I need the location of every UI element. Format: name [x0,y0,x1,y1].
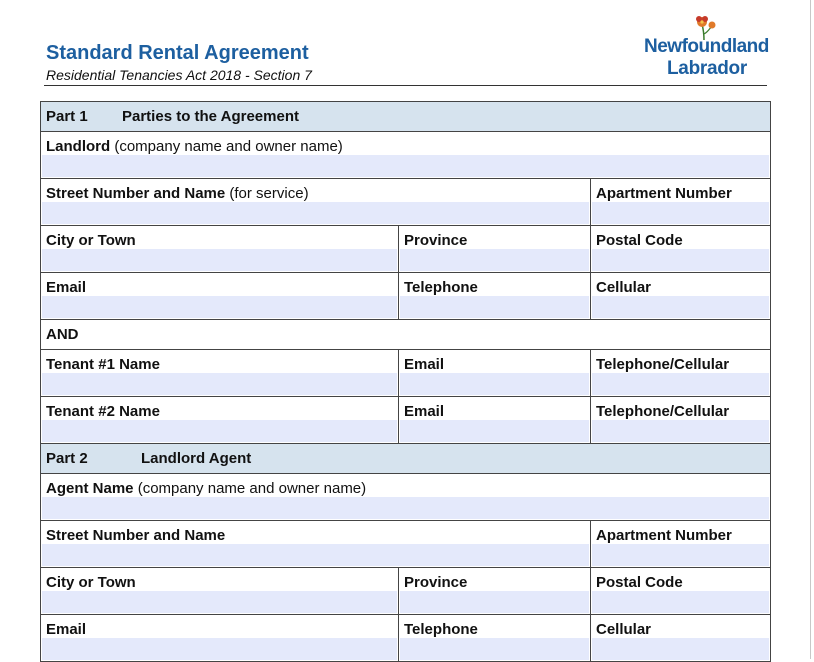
landlord-postal-input[interactable] [592,249,769,271]
landlord-city-row [41,226,771,273]
agent-apartment-field[interactable] [591,521,771,567]
agent-telephone-input[interactable] [400,638,589,660]
logo-text-newfoundland: Newfoundland [644,36,769,57]
tenant1-name-field[interactable] [41,350,399,396]
agent-city-field[interactable] [41,568,399,614]
logo-text-labrador: Labrador [667,58,747,79]
agent-apartment-label: Apartment Number [596,527,732,544]
landlord-email-field[interactable] [41,273,399,319]
landlord-input[interactable] [42,155,769,177]
agent-name-input[interactable] [42,497,769,519]
telephone-label: Telephone [404,279,478,296]
agent-city-input[interactable] [42,591,397,613]
agent-street-input[interactable] [42,544,589,566]
agent-postal-label: Postal Code [596,574,683,591]
tenant1-email-field[interactable] [399,350,591,396]
apartment-label: Apartment Number [596,185,732,202]
part1-header [41,102,771,132]
part2-header [41,444,771,474]
part1-number: Part 1 [46,108,88,125]
landlord-contact-row [41,273,771,320]
agent-telephone-label: Telephone [404,621,478,638]
tenant1-phone-label: Telephone/Cellular [596,356,730,373]
agent-street-row [41,521,771,568]
part2-number: Part 2 [46,450,88,467]
tenant2-label: Tenant #2 Name [46,403,160,420]
landlord-telephone-input[interactable] [400,296,589,318]
and-label: AND [46,326,79,343]
city-label: City or Town [46,232,136,249]
agent-postal-field[interactable] [591,568,771,614]
tenant2-phone-field[interactable] [591,397,771,443]
tenant1-row [41,350,771,397]
email-label: Email [46,279,87,296]
agent-email-input[interactable] [42,638,397,660]
agent-contact-row [41,615,771,662]
tenant2-phone-input[interactable] [592,420,769,442]
tenant1-name-input[interactable] [42,373,397,395]
landlord-postal-field[interactable] [591,226,771,272]
landlord-email-input[interactable] [42,296,397,318]
nl-logo [640,14,770,84]
and-row [41,320,771,350]
tenant1-email-input[interactable] [400,373,589,395]
tenant2-row [41,397,771,444]
street-hint: (for service) [225,185,309,202]
tenant2-phone-label: Telephone/Cellular [596,403,730,420]
document-title: Standard Rental Agreement [46,42,309,64]
landlord-cellular-field[interactable] [591,273,771,319]
landlord-province-field[interactable] [399,226,591,272]
agent-province-label: Province [404,574,468,591]
landlord-telephone-field[interactable] [399,273,591,319]
tenant2-email-field[interactable] [399,397,591,443]
landlord-city-field[interactable] [41,226,399,272]
landlord-cellular-input[interactable] [592,296,769,318]
postal-label: Postal Code [596,232,683,249]
agent-city-row [41,568,771,615]
landlord-street-row [41,179,771,226]
landlord-street-input[interactable] [42,202,589,224]
agent-label: Agent Name [46,480,134,497]
page-edge [810,0,811,659]
street-label: Street Number and Name [46,185,226,202]
tenant2-name-field[interactable] [41,397,399,443]
agent-cellular-field[interactable] [591,615,771,661]
landlord-row [41,132,771,179]
agent-apartment-input[interactable] [592,544,769,566]
landlord-city-input[interactable] [42,249,397,271]
rental-agreement-form [40,101,771,662]
landlord-street-field[interactable] [41,179,591,225]
landlord-apartment-field[interactable] [591,179,771,225]
document-subtitle: Residential Tenancies Act 2018 - Section 7 [46,67,312,83]
title-divider [44,85,767,86]
agent-email-label: Email [46,621,87,638]
agent-cellular-label: Cellular [596,621,652,638]
tenant2-email-input[interactable] [400,420,589,442]
landlord-field[interactable] [41,132,771,178]
agent-province-field[interactable] [399,568,591,614]
agent-province-input[interactable] [400,591,589,613]
tenant1-phone-field[interactable] [591,350,771,396]
agent-postal-input[interactable] [592,591,769,613]
agent-telephone-field[interactable] [399,615,591,661]
part1-title: Parties to the Agreement [122,108,299,125]
landlord-apartment-input[interactable] [592,202,769,224]
landlord-label: Landlord [46,138,111,155]
landlord-hint: (company name and owner name) [110,138,343,155]
agent-street-field[interactable] [41,521,591,567]
tenant1-label: Tenant #1 Name [46,356,160,373]
tenant2-email-label: Email [404,403,445,420]
agent-name-field[interactable] [41,474,771,520]
province-label: Province [404,232,468,249]
agent-hint: (company name and owner name) [133,480,367,497]
agent-cellular-input[interactable] [592,638,769,660]
agent-email-field[interactable] [41,615,399,661]
tenant1-phone-input[interactable] [592,373,769,395]
part2-title: Landlord Agent [141,450,252,467]
agent-street-label: Street Number and Name [46,527,226,544]
tenant2-name-input[interactable] [42,420,397,442]
agent-city-label: City or Town [46,574,136,591]
agent-row [41,474,771,521]
landlord-province-input[interactable] [400,249,589,271]
cellular-label: Cellular [596,279,652,296]
tenant1-email-label: Email [404,356,445,373]
